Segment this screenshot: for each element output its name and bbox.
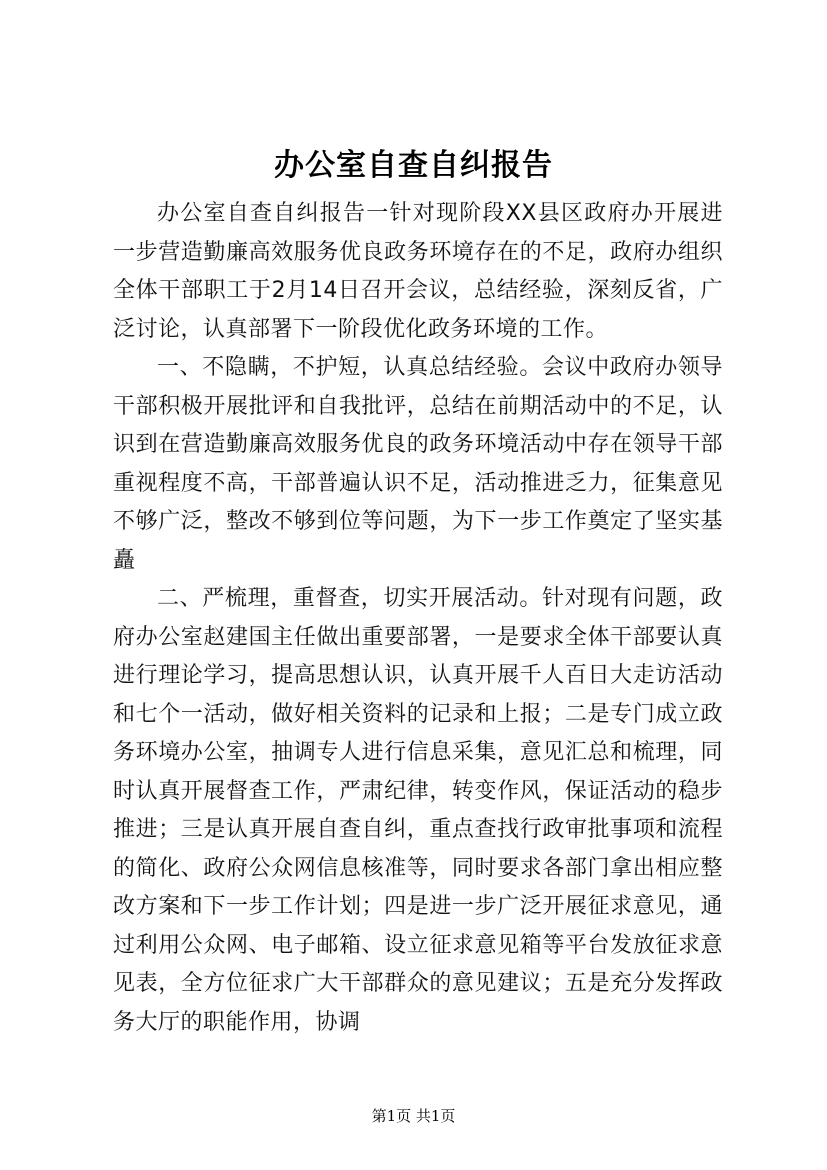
paragraph-section-two: 二、严梳理，重督查，切实开展活动。针对现有问题，政府办公室赵建国主任做出重要部署，一是要求全体干部要认真进行理论学习，提高思想认识，认真开展千人百日大走访活动和七个一活动，做好相关资料的记录和上报；二是专门成立政务环境办公室，抽调专人进行信息采集，意见汇总和梳理，同时认真开展督查工作，严肃纪律，转变作风，保证活动的稳步推进；三是认真开展自查自纠，重点查找行政审批事项和流程的简化、政府公众网信息核准等，同时要求各部门拿出相应整改方案和下一步工作计划；四是进一步广泛开展征求意见，通过利用公众网、电子邮箱、设立征求意见箱等平台发放征求意见表，全方位征求广大干部群众的意见建议；五是充分发挥政务大厅的职能作用，协调: [113, 586, 723, 1035]
page-footer: 第1页 共1页: [371, 1107, 456, 1125]
document-title: 办公室自查自纠报告: [274, 148, 553, 183]
paragraph-section-one: 一、不隐瞒，不护短，认真总结经验。会议中政府办领导干部积极开展批评和自我批评，总结在前期活动中的不足，认识到在营造勤廉高效服务优良的政务环境活动中存在领导干部重视程度不高，干部普遍认识不足，活动推进乏力，征集意见不够广泛，整改不够到位等问题，为下一步工作奠定了坚实基矗: [113, 355, 723, 573]
paragraph-intro: 办公室自查自纠报告一针对现阶段XX县区政府办开展进一步营造勤廉高效服务优良政务环境存在的不足，政府办组织全体干部职工于2月14日召开会议，总结经验，深刻反省，广泛讨论，认真部署下一阶段优化政务环境的工作。: [113, 201, 723, 342]
document-body: [113, 195, 723, 1042]
